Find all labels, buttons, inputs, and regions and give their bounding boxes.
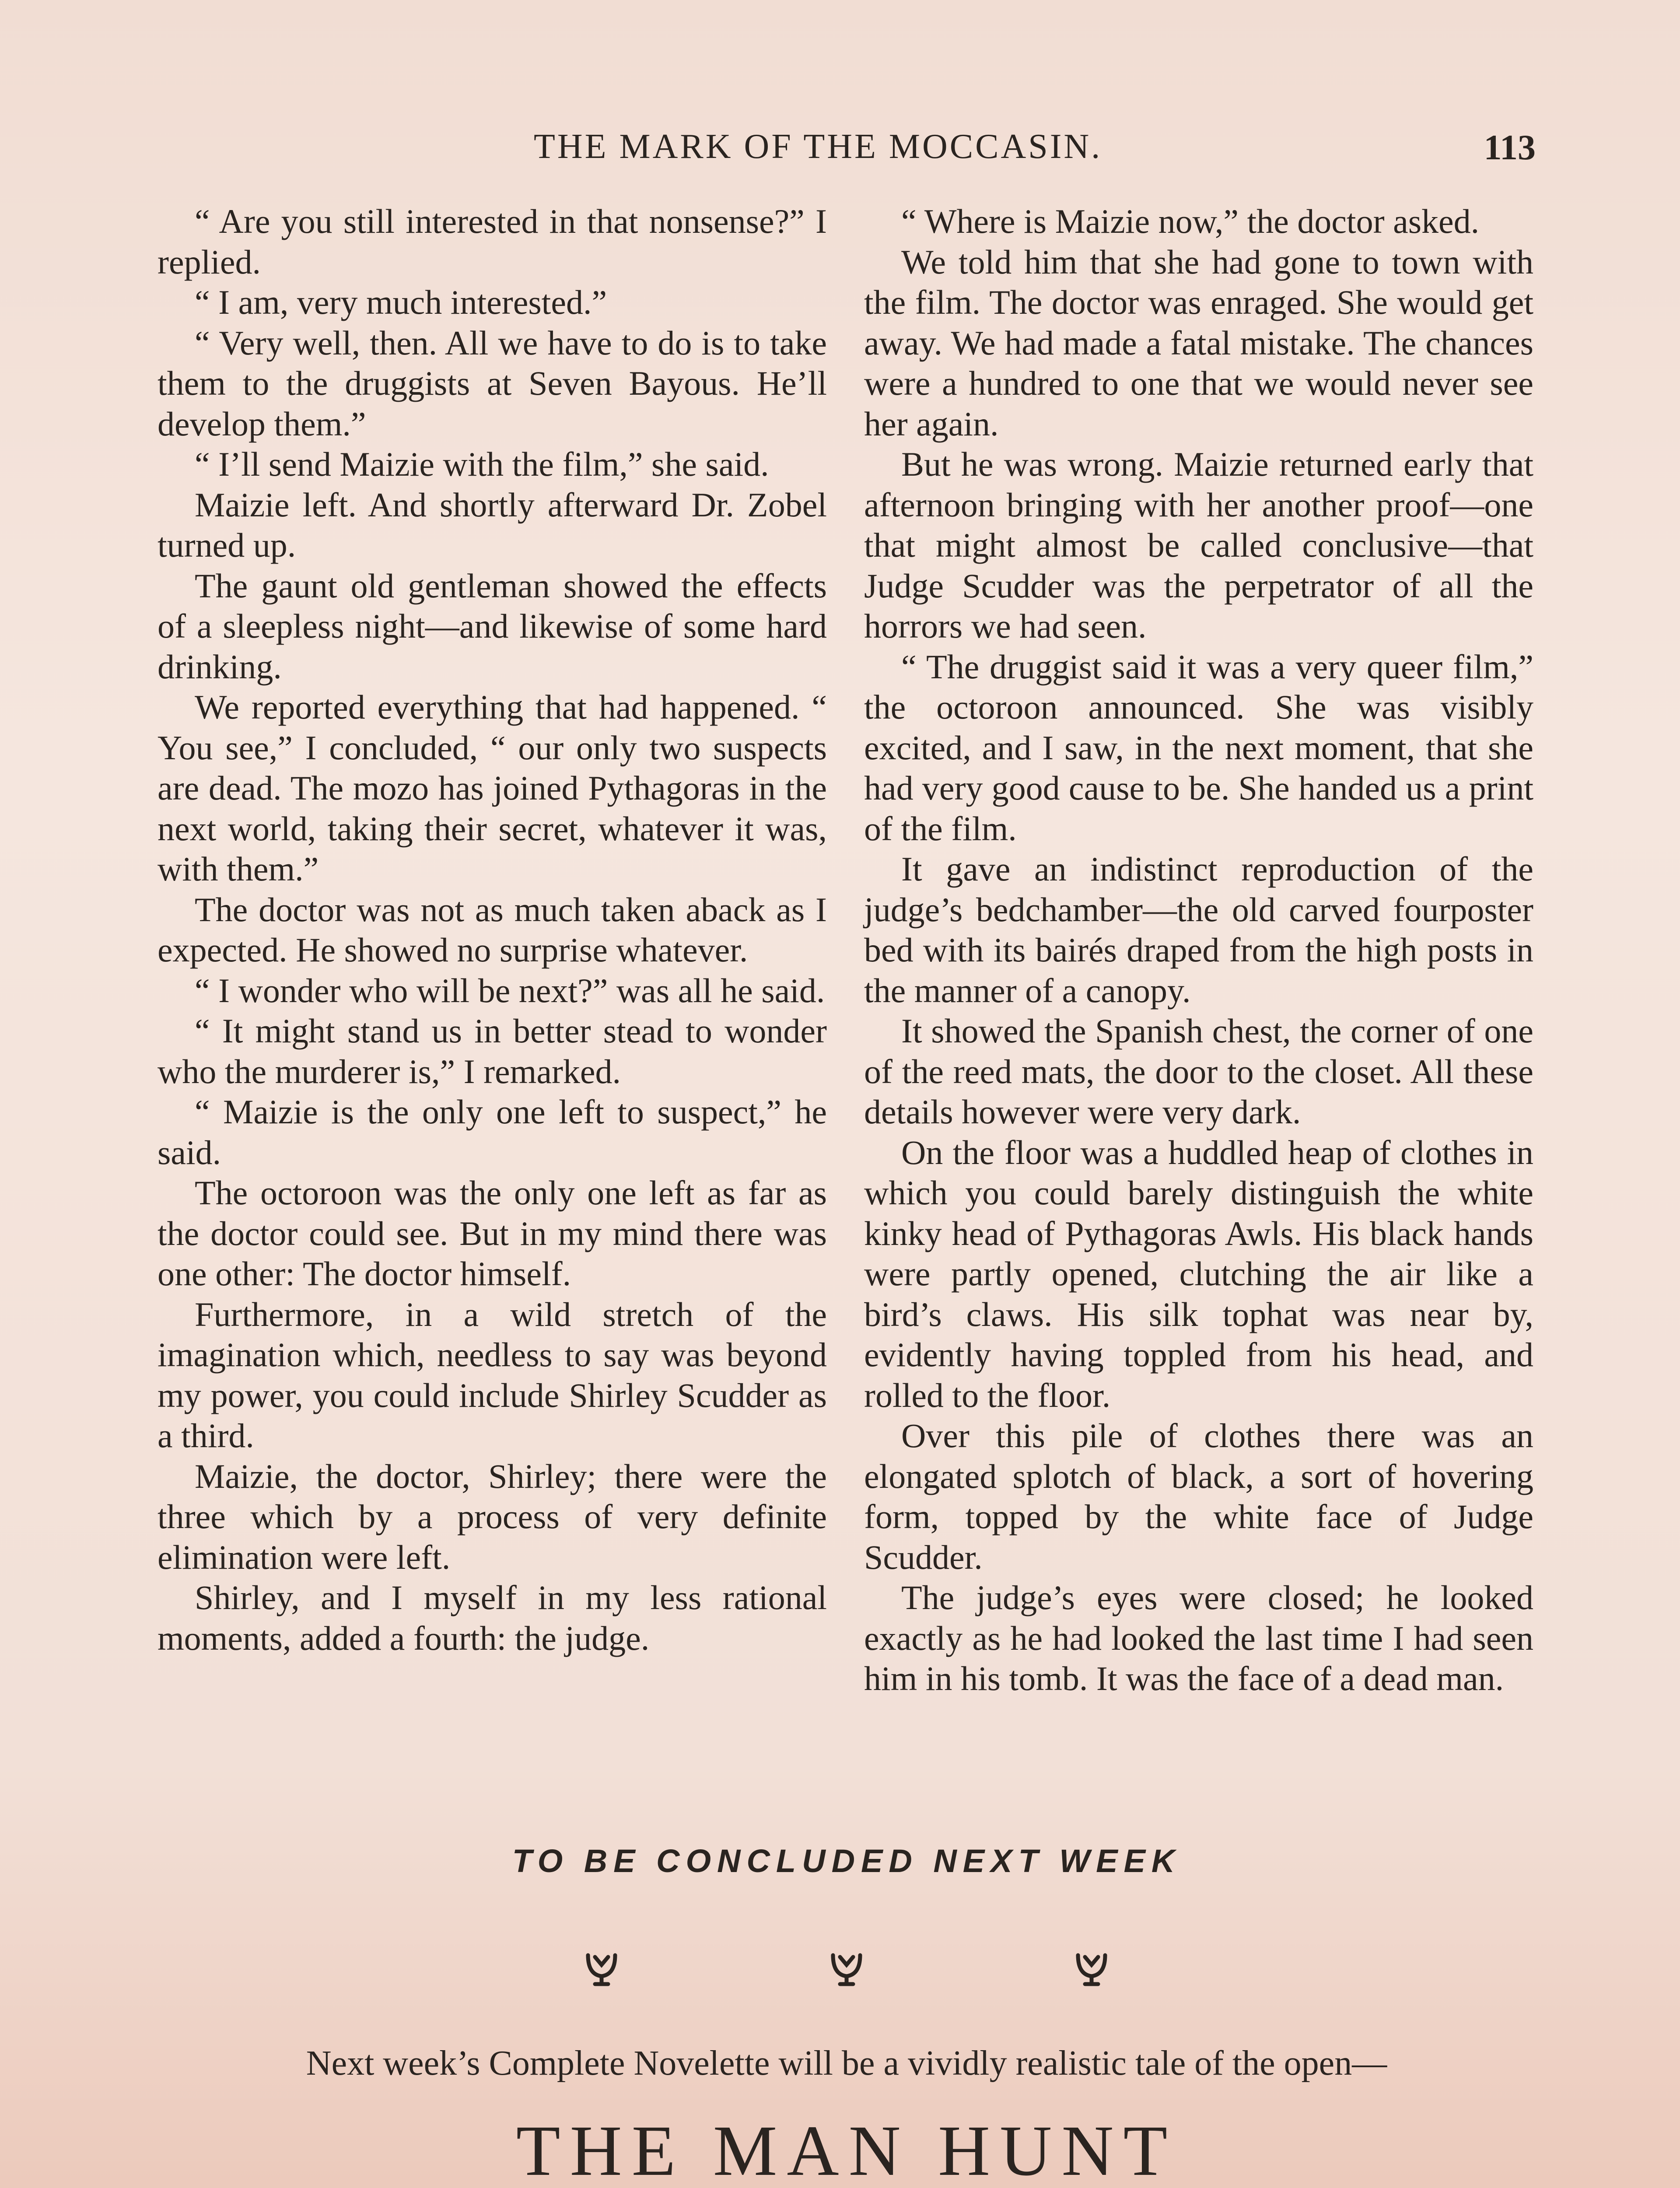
paragraph: Maizie, the doctor, Shirley; there were the three which by a process of very definite elimination were left. <box>158 1457 827 1576</box>
ornament-row <box>158 1947 1536 1991</box>
paragraph: “ Are you still interested in that nonsense?” I replied. <box>158 202 827 281</box>
fleuron-icon <box>582 1947 621 1987</box>
left-column <box>158 201 827 1659</box>
paragraph: We reported everything that had happened. “ You see,” I concluded, “ our only two suspects are dead. The mozo has joined Pythagoras in the next world, taking their secret, whatever it was, with them.” <box>158 688 827 888</box>
running-header <box>158 127 1536 175</box>
continued-notice: TO BE CONCLUDED NEXT WEEK <box>512 1843 1181 1879</box>
paragraph: “ I wonder who will be next?” was all he said. <box>195 971 825 1010</box>
paragraph: “ Where is Maizie now,” the doctor asked. <box>901 202 1480 240</box>
paragraph: We told him that she had gone to town with the film. The doctor was enraged. She would get away. We had made a fatal mistake. The chances were a hundred to one that we would never see her again. <box>864 242 1533 443</box>
fleuron-icon <box>827 1947 866 1987</box>
paragraph: It showed the Spanish chest, the corner of one of the reed mats, the door to the closet. All these details however were very dark. <box>864 1012 1533 1131</box>
paragraph: “ Very well, then. All we have to do is to take them to the druggists at Seven Bayous. He’ll develop them.” <box>158 323 827 443</box>
running-title: THE MARK OF THE MOCCASIN. <box>534 127 1102 166</box>
fleuron-icon <box>1072 1947 1111 1987</box>
paragraph: But he was wrong. Maizie returned early that afternoon bringing with her another proof—one that might almost be called conclusive—that Judge Scudder was the perpetrator of all the horrors we had seen. <box>864 445 1533 645</box>
paragraph: The gaunt old gentleman showed the effects of a sleepless night—and likewise of some hard drinking. <box>158 566 827 686</box>
page-content <box>158 127 1536 2188</box>
paragraph: “ The druggist said it was a very queer film,” the octoroon announced. She was visibly excited, and I saw, in the next moment, that she had very good cause to be. She handed us a print of the film. <box>864 647 1533 848</box>
paragraph: It gave an indistinct reproduction of the judge’s bedchamber—the old carved fourposter bed with its bairés draped from the high posts in the manner of a canopy. <box>864 850 1533 1010</box>
page-number: 113 <box>1484 127 1536 167</box>
paragraph: The doctor was not as much taken aback as I expected. He showed no surprise whatever. <box>158 890 827 969</box>
paragraph: On the floor was a huddled heap of clothes in which you could barely distinguish the white kinky head of Pythagoras Awls. His black hands were partly opened, clutching the air like a bird’s claws. His silk tophat was near by, evidently having toppled from his head, and rolled to the floor. <box>864 1133 1533 1414</box>
paragraph: “ It might stand us in better stead to wonder who the murderer is,” I remarked. <box>158 1012 827 1090</box>
promo-title: THE MAN HUNT <box>516 2111 1177 2188</box>
paragraph: Furthermore, in a wild stretch of the imagination which, needless to say was beyond my power, you could include Shirley Scudder as a third. <box>158 1295 827 1455</box>
paragraph: “ Maizie is the only one left to suspect,” he said. <box>158 1093 827 1171</box>
paragraph: Shirley, and I myself in my less rational moments, added a fourth: the judge. <box>158 1578 827 1657</box>
paragraph: The octoroon was the only one left as far as the doctor could see. But in my mind there was one other: The doctor himself. <box>158 1174 827 1293</box>
paragraph: The judge’s eyes were closed; he looked exactly as he had looked the last time I had seen him in his tomb. It was the face of a dead man. <box>864 1578 1533 1697</box>
right-column <box>864 201 1533 1699</box>
paragraph: “ I am, very much interested.” <box>195 283 607 321</box>
promo-lead: Next week’s Complete Novelette will be a vividly realistic tale of the open— <box>306 2044 1387 2083</box>
paragraph: Over this pile of clothes there was an elongated splotch of black, a sort of hovering form, topped by the white face of Judge Scudder. <box>864 1417 1533 1576</box>
paragraph: Maizie left. And shortly afterward Dr. Zobel turned up. <box>158 485 827 564</box>
paragraph: “ I’ll send Maizie with the film,” she said. <box>195 445 769 483</box>
